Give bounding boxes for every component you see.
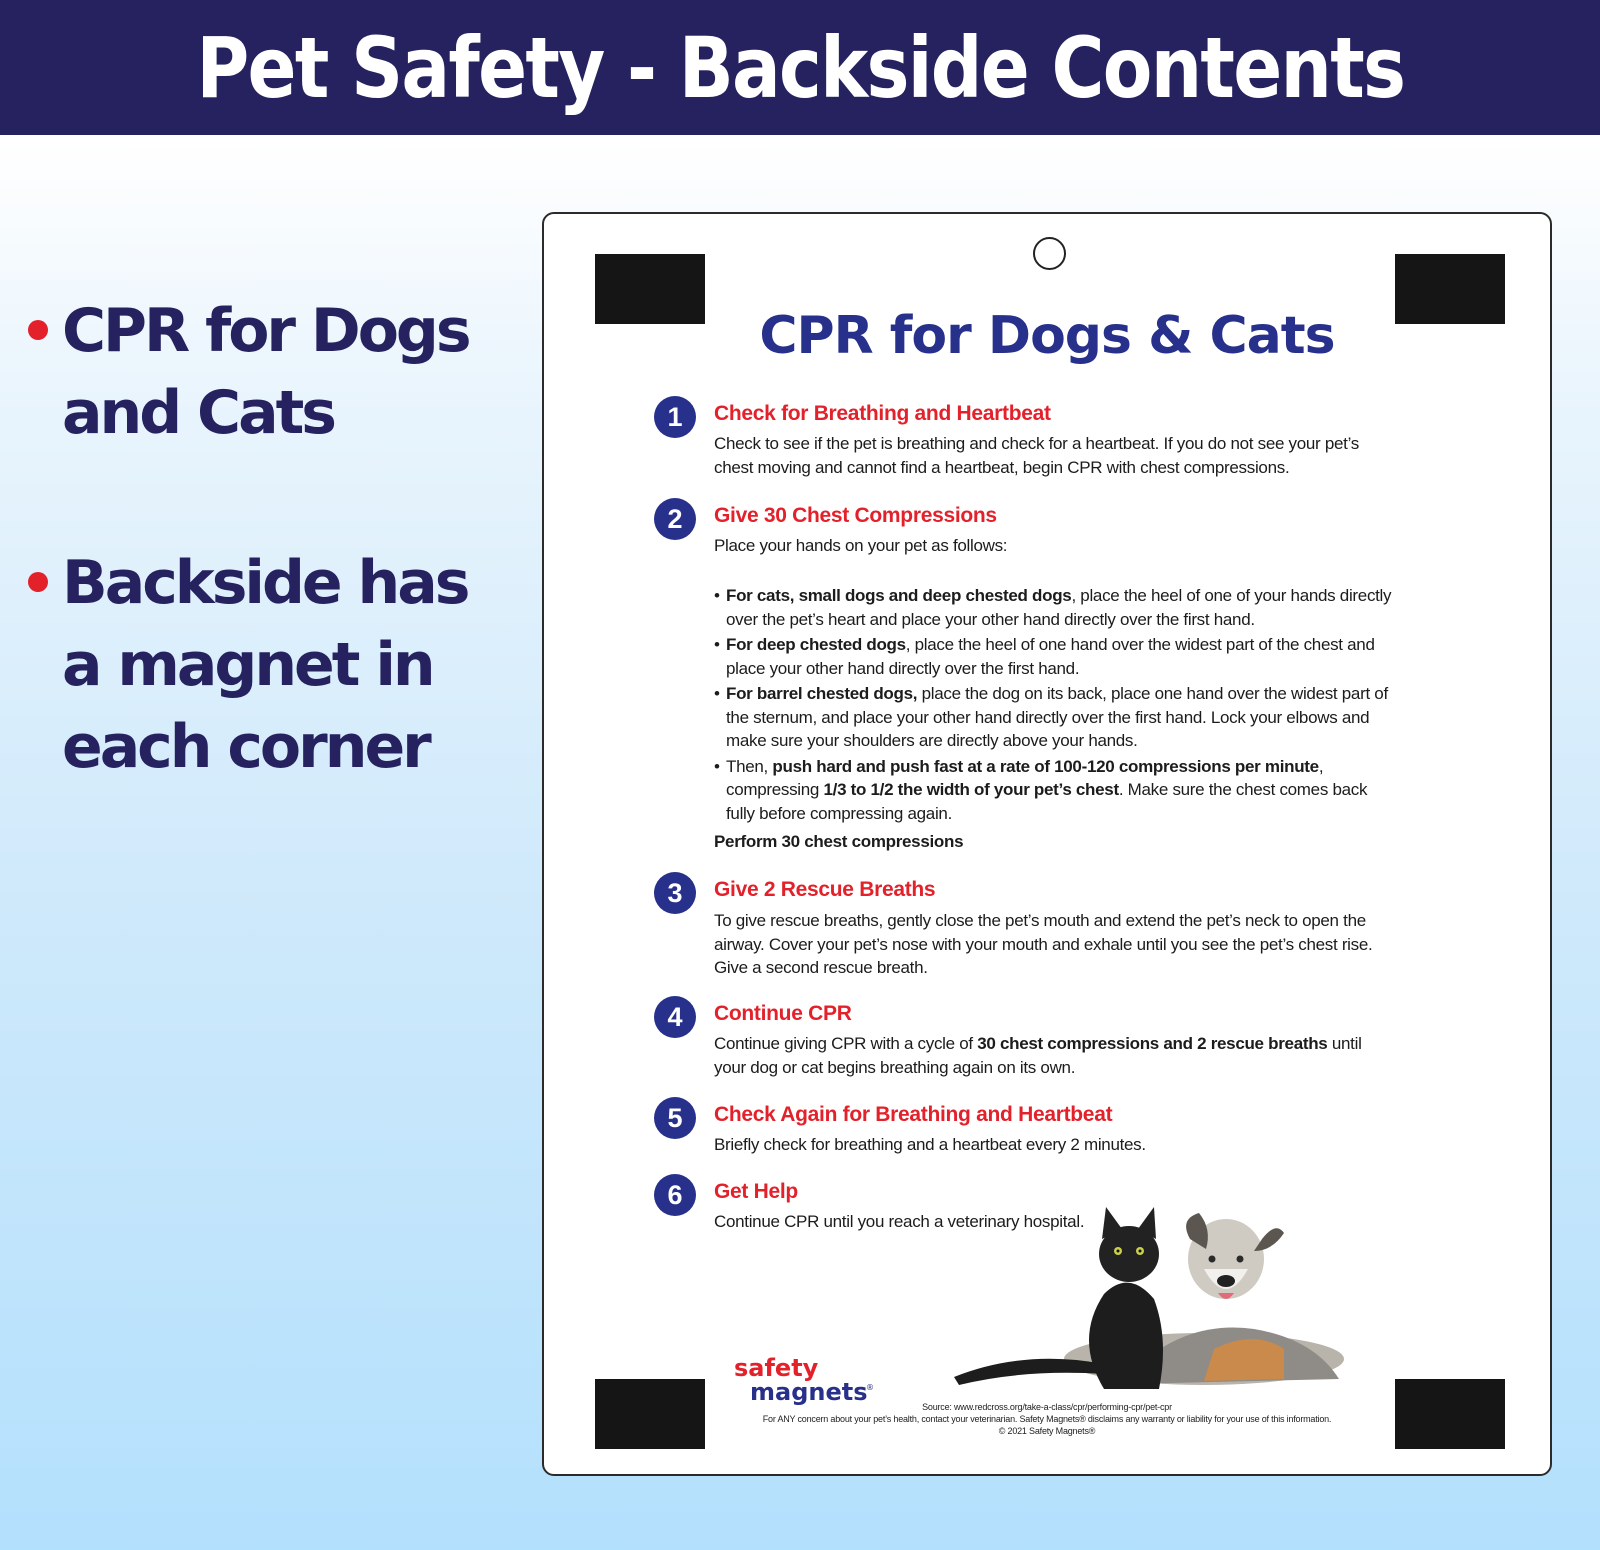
step-body: Place your hands on your pet as follows: [714,536,1008,555]
step-number-badge: 6 [654,1174,696,1216]
svg-text:®: ® [866,1383,874,1392]
step-heading: Continue CPR [714,1002,852,1025]
list-item: • Then, push hard and push fast at a rate of 100-120 compressions per minute, compressing 1/3 to 1/2 the width of your pet’s chest. Make sure the chest comes back fully before compressing again. [714,755,1394,826]
list-item: • For deep chested dogs, place the heel of one hand over the widest part of the chest and place your other hand directly over the first hand. [714,633,1394,680]
step-heading: Give 30 Chest Compressions [714,504,997,527]
step-body: Continue giving CPR with a cycle of 30 chest compressions and 2 rescue breaths until your dog or cat begins breathing again on its own. [714,1034,1362,1077]
feature-item [28,542,508,788]
svg-text:safety: safety [734,1354,819,1382]
card-footer [544,1401,1550,1437]
step-heading: Check Again for Breathing and Heartbeat [714,1103,1113,1126]
card-title: CPR for Dogs & Cats [759,306,1335,366]
list-item: • For cats, small dogs and deep chested dogs, place the heel of one of your hands directly over the pet’s heart and place your other hand directly over the first hand. [714,584,1394,631]
feature-list [28,290,508,876]
cpr-magnet-card [542,212,1552,1476]
cat-and-dog-image [954,1199,1344,1394]
step-number-badge: 5 [654,1097,696,1139]
step-heading: Give 2 Rescue Breaths [714,878,936,901]
disclaimer-line: For ANY concern about your pet’s health, contact your veterinarian. Safety Magnets® disclaims any warranty or liability for your use of this information. [762,1414,1332,1424]
step-body: To give rescue breaths, gently close the pet’s mouth and extend the pet’s neck to open the airway. Cover your pet’s nose with your mouth and exhale until you see the pet’s chest rise. Give a second rescue breath. [714,911,1373,977]
hand-placement-list [714,584,1394,827]
feature-text: Backside has a magnet in each corner [62,548,468,782]
feature-item [28,290,508,454]
step-body: Continue CPR until you reach a veterinary hospital. [714,1212,1085,1231]
bullet-dot-icon [28,572,48,592]
copyright-line: © 2021 Safety Magnets® [998,1426,1096,1436]
hanging-hole [1033,237,1066,270]
step-number-badge: 2 [654,498,696,540]
feature-text: CPR for Dogs and Cats [62,296,469,448]
page-title: Pet Safety - Backside Contents [195,18,1404,117]
bullet-dot-icon [28,320,48,340]
safety-magnets-logo [734,1354,884,1406]
perform-note: Perform 30 chest compressions [714,832,964,851]
step-number-badge: 4 [654,996,696,1038]
list-item: • For barrel chested dogs, place the dog on its back, place one hand over the widest part of the sternum, and place your other hand directly over the first hand. Lock your elbows and make sure your shoulders are directly above your hands. [714,682,1394,753]
step-number-badge: 1 [654,396,696,438]
step-heading: Check for Breathing and Heartbeat [714,402,1051,425]
step-number-badge: 3 [654,872,696,914]
source-line: Source: www.redcross.org/take-a-class/cpr/performing-cpr/pet-cpr [922,1402,1172,1412]
header-banner [0,0,1600,135]
step-heading: Get Help [714,1180,798,1203]
step-body: Briefly check for breathing and a heartbeat every 2 minutes. [714,1135,1146,1154]
step-body: Check to see if the pet is breathing and check for a heartbeat. If you do not see your pet’s chest moving and cannot find a heartbeat, begin CPR with chest compressions. [714,434,1359,477]
svg-text:magnets: magnets [750,1378,868,1406]
